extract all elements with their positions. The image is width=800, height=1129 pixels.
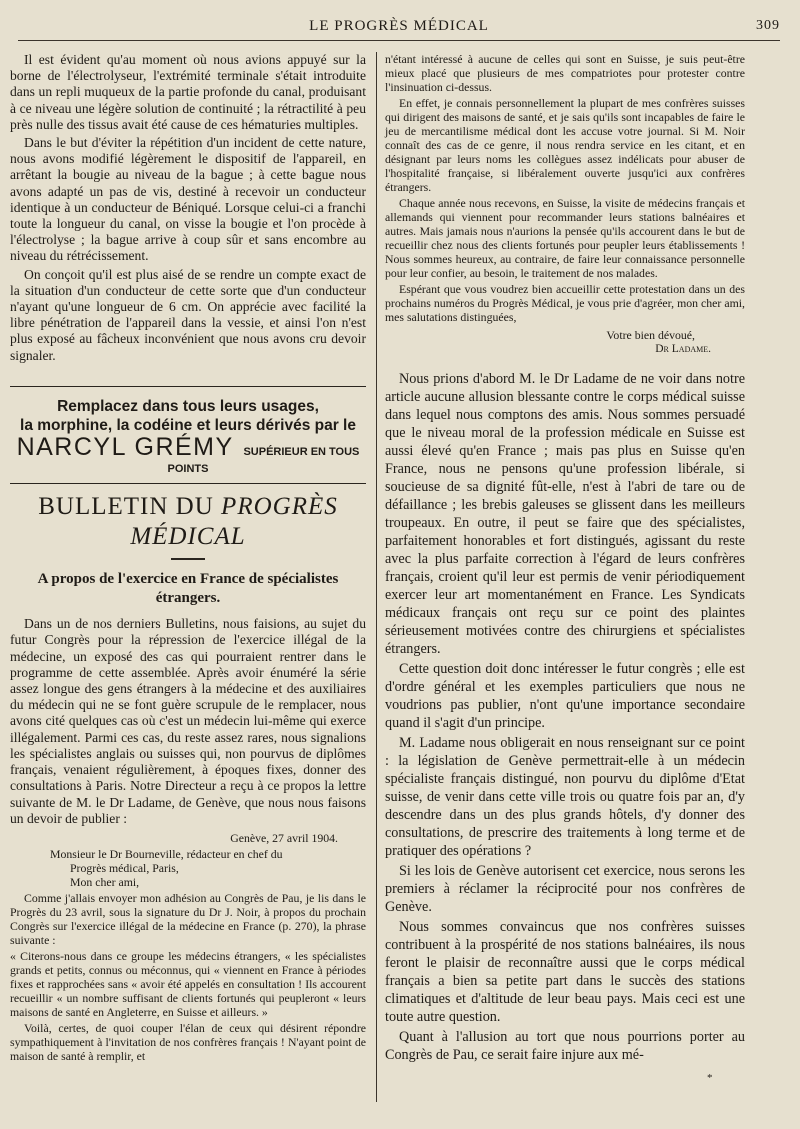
section-title	[10, 492, 366, 552]
paragraph: Dans un de nos derniers Bulletins, nous faisions, au sujet du futur Congrès pour la répression de l'exercice illégal de la médecine, un exposé des cas qui pourraient rentrer dans le programme de cette assemblée. Après avoir énuméré la série assez longue des gens étrangers à la médecine et des auxiliaires du médecin qui ne se font guère scrupule de le remplacer, nous avons cité quelques cas où c'est un médecin lui-même qui exerce illégalement. Parmi ces cas, du reste assez rares, nous signalions les spécialistes anglais ou suisses qui, non pourvus de diplômes français, venaient régulièrement, à époques fixes, donner des consultations à Paris. Notre Directeur a reçu à ce propos la lettre suivante de M. le Dr Ladame, de Genève, que nous nous faisons un devoir de publier :	[10, 616, 366, 826]
article-heading: A propos de l'exercice en France de spécialistes étrangers.	[37, 571, 339, 607]
left-column	[10, 52, 366, 1065]
footnote-star: *	[707, 1072, 713, 1084]
paragraph: Nous prions d'abord M. le Dr Ladame de ne voir dans notre article aucune allusion blessante contre le corps médical suisse dans lequel nous comptons des amis. Nous sommes persuadé que le niveau moral de la profession médicale en Suisse est aussi élevé qu'en France ; mais pas plus en Suisse qu'en France, nous ne pensons qu'une profession libérale, si soucieuse de sa dignité fût-elle, n'est à l'abri de tare ou de défaillance ; les brebis galeuses se glissent dans les meilleurs troupeaux. En outre, il peut se faire que des spécialistes, parfaitement honorables et fort distingués, agissant du reste avec la plus parfaite correction à l'égard de leurs confrères français, croient qu'il leur est permis de venir périodiquement exercer leur art momentanément en France. Les Syndicats médicaux français ont reçu sur ce point des plaintes sérieusement motivées contre des chirurgiens et spécialistes étrangers.	[385, 371, 745, 657]
paragraph: On conçoit qu'il est plus aisé de se rendre un compte exact de la situation d'un conducteur de cette sorte que d'un conducteur n'ayant qu'une longueur de 6 cm. On apprécie avec facilité la libre pénétration de l'appareil dans la vessie, et ainsi l'on n'est plus exposé au fâcheux inconvénient que nous avons cru devoir signaler.	[10, 266, 366, 363]
paragraph: Quant à l'allusion au tort que nous pourrions porter au Congrès de Pau, ce serait faire injure aux mé-	[385, 1029, 745, 1063]
ad-brand-row	[10, 432, 366, 484]
letter-closing: Votre bien dévoué,	[606, 328, 695, 342]
right-column	[385, 52, 745, 1066]
letter-date: Genève, 27 avril 1904.	[230, 830, 338, 845]
advertisement	[10, 386, 366, 484]
column-rule	[376, 52, 377, 1102]
letter-paragraph: En effet, je connais personnellement la plupart de mes confrères suisses qui dirigent des maisons de santé, et je sais qu'ils sont incapables de faire le jeu de mercantilisme médical dont les accuse votre journal. Si M. Noir connaît des cas de ce genre, il nous rendra service en les citant, et en désignant par leurs noms les collègues assez indélicats pour abuser de l'hospitalité française, si libéralement ouverte jusqu'ici aux confrères étrangers.	[385, 96, 745, 194]
ad-tagline: SUPÉRIEUR EN TOUS POINTS	[167, 445, 360, 476]
running-header	[18, 18, 780, 41]
letter-paragraph: Chaque année nous recevons, en Suisse, la visite de médecins français et allemands qui viennent pour recommander leurs stations balnéaires et autres. Mais jamais nous n'aurions la pensée qu'ils accourent dans le but de recueillir chez nous des clients fortunés pour peupler leurs établissements ! Nous sommes heureux, au contraire, de faire leur connaissance personnelle pour leur confier, au besoin, le traitement de nos malades.	[385, 196, 745, 280]
section-title-prefix: BULLETIN DU	[38, 493, 214, 521]
letter-paragraph: n'étant intéressé à aucune de celles qui sont en Suisse, je suis peut-être mieux placé que plusieurs de mes compatriotes pour protester contre l'insinuation ci-dessus.	[385, 52, 745, 94]
letter-address: Monsieur le Dr Bourneville, rédacteur en chef du	[50, 846, 283, 861]
journal-title: LE PROGRÈS MÉDICAL	[309, 18, 489, 34]
paragraph: Il est évident qu'au moment où nous avions appuyé sur la borne de l'électrolyseur, l'extrémité terminale s'était introduite dans un repli muqueux de la partie profonde du canal, produisant à ce niveau une légère solution de continuité ; la rétractilité à peu près nulle des tissus avait été cause de ces hématuries multiples.	[10, 52, 366, 132]
divider	[171, 558, 205, 560]
letter-signature: Dr Ladame.	[655, 343, 711, 355]
letter-quote: « Citerons-nous dans ce groupe les médecins étrangers, « les spécialistes grands et petits, connus ou méconnus, qui « viennent en France à périodes fixes et rapprochées sans « avoir été appelés en consultation ! Ils accourent recueillir « un nombre suffisant de clients fortunés qui peupleront « leurs maisons de santé en Angleterre, en Suisse et ailleurs. »	[10, 948, 366, 1019]
paragraph: Nous sommes convaincus que nos confrères suisses contribuent à la prospérité de nos stations balnéaires, ils nous feront le plaisir de reconnaître aussi que le corps médical français a bien sa petite part dans le succès des stations climatiques et d'altitude de leur beau pays. Mais ceci est une toute autre question.	[385, 919, 745, 1025]
letter-paragraph: Comme j'allais envoyer mon adhésion au Congrès de Pau, je lis dans le Progrès du 23 avril, sous la signature du Dr J. Noir, à propos du prochain Congrès sur l'exercice illégal de la médecine en France (p. 270), la phrase suivante :	[10, 890, 366, 947]
letter-address: Progrès médical, Paris,	[70, 860, 179, 875]
section-title-journal: PROGRÈS MÉDICAL	[130, 493, 338, 551]
ad-line-1: Remplacez dans tous leurs usages,	[57, 397, 319, 415]
ad-line-2: la morphine, la codéine et leurs dérivés par le	[20, 416, 356, 434]
paragraph: Cette question doit donc intéresser le futur congrès ; elle est d'ordre général et les exemples particuliers que nous ne voudrions pas publier, n'ont qu'une importance secondaire quand il s'agit d'un principe.	[385, 661, 745, 731]
ad-brand: NARCYL GRÉMY	[16, 432, 234, 461]
letter-paragraph: Espérant que vous voudrez bien accueillir cette protestation dans un des prochains numéros du Progrès Médical, je vous prie d'agréer, mon cher ami, mes salutations distinguées,	[385, 282, 745, 324]
letter-paragraph: Voilà, certes, de quoi couper l'élan de ceux qui désirent répondre sympathiquement à l'invitation de nos confrères français ! N'ayant point de maison de santé à remplir, et	[10, 1020, 366, 1063]
paragraph: Si les lois de Genève autorisent cet exercice, nous serons les premiers à réclamer la réciprocité pour nos confrères de Genève.	[385, 863, 745, 915]
page-number: 309	[756, 18, 780, 33]
paragraph: M. Ladame nous obligerait en nous renseignant sur ce point : la législation de Genève permettrait-elle à un médecin spécialiste français distingué, non pourvu du diplôme d'Etat suisse, de venir dans cette ville trois ou quatre fois par an, d'y descendre dans un des plus grands hôtels, d'y donner des consultations, de prescrire des traitements à long terme et de pratiquer des opérations ?	[385, 735, 745, 859]
letter-salutation: Mon cher ami,	[70, 874, 140, 889]
paragraph: Dans le but d'éviter la répétition d'un incident de cette nature, nous avons modifié légèrement le dispositif de l'appareil, en arrêtant la bougie au niveau de la bague ; à cette bague nous avons adapté un pas de vis, destiné à recevoir un conducteur identique à un conducteur de Béniqué. Lorsque celui-ci a franchi toute la longueur du canal, on visse la bougie et l'on procède à l'électrolyse ; la bague arrive à coup sûr et sans encombre au niveau du rétrécissement.	[10, 135, 366, 264]
